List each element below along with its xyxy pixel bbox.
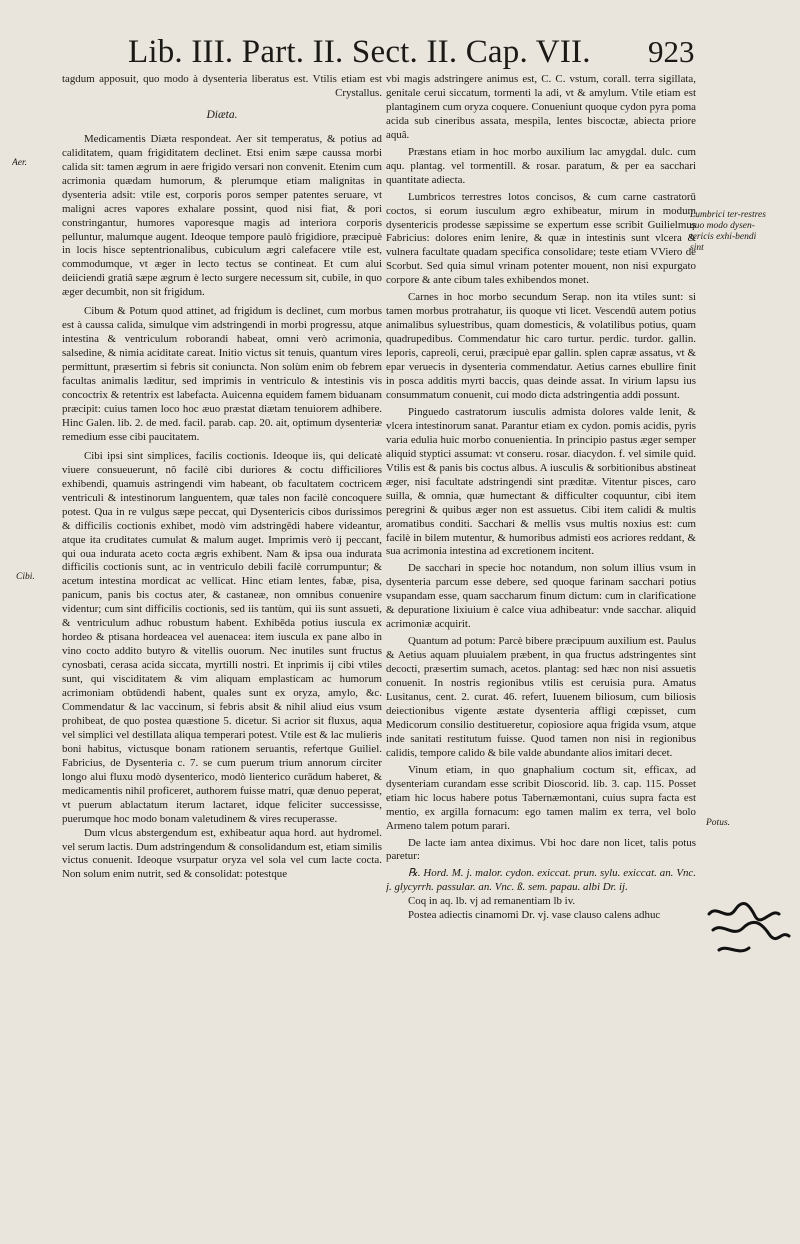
recipe-line: ℞. Hord. M. j. malor. cydon. exiccat. prun. sylu. exiccat. an. Vnc. j. glycyrrh. passular. an. Vnc. ß. sem. papau. albi Dr. ij. — [386, 867, 696, 894]
paragraph: Carnes in hoc morbo secundum Serap. non ita vtiles sunt: si tamen morbus protrahatur, iis quoque vti licet. Vescendū autem potius animalibus syluestribus, quam domesticis, & volatilibus potius, quam quadrupedibus. Commendatur hic caro turtur. perdic. turdor. gallin. leporis, capreoli, cerui, præcipuè epar gallin. splen capræ assatus, vt & epar veruecis in dysenteria commendatur. Aetius carnes ebullire finit in posca additis myrti baccis, quas deinde assat. In virium lapsu ius consummatum conuenit, cui modo dicta adstringentia addi possunt. — [386, 291, 696, 401]
paragraph: Dum vlcus abstergendum est, exhibeatur aqua hord. aut hydromel. vel serum lactis. Dum adstringendum & consolidandum est, etiam similis victus conuenit. Ideoque vsurpatur oryza vel sola vel cum lacte cocta. Non solum enim nutrit, sed & consolidat: potestque — [62, 826, 382, 881]
paragraph: Cibi ipsi sint simplices, facilis coctionis. Ideoque iis, qui delicatè viuere consueuerunt, nõ facilè cibi duriores & coctu difficiliores exhibendi, quamuis astringendi vim habeant, ob facultatem coctricem ventriculi & intestinorum languentem, quæ tales non facilè concoquere potest. Qua in re vulgus sæpe peccat, qui Dysentericis cibos durissimos & difficilis coctionis exhibet, modò vim adstringēdi habere videantur, atque ita cruditates cumulat & malum auget. Imprimis verò ij peccant, qui oua indurata aceto cocta ægris exhibent. Nam & ipsa oua indurata difficilis coctionis sunt, ac in ventriculo debili facilè corrumpuntur; & acetum intestina mordicat ac vellicat. Hinc etiam lentes, fabæ, pisa, panicum, panis bis coctus ater, & castaneæ, non omnibus conuenire videntur; cum sint difficilis coctionis, sed iis tantùm, qui iis sunt assueti, & ventriculum adhuc robustum habent. Exhibēda potius iuscula ex hordeo & ptisana hordeacea vel auenacea: item iuscula ex pane albo in vino cocto addito butyro & vitellis ouorum. Nec inutiles sunt fructus cynosbati, cerasa acida siccata, myrtilli nostri. Et inprimis ij cibi vtiles sunt, qui visciditatem & vim aliquam emplasticam ac humorum acrimoniam obtūdendi habent, quales sunt ex oryza, amylo, &c. Commendatur & lac vaccinum, si febris absit & nihil aliud eius vsum prohibeat, de quo postea quæstione 5. dicetur. Si acrior sit fluxus, aqua vel simplici vel destillata aliqua temperari potest. Vtile est & lac mulieris boni habitus, victusque bonam rationem seruantis, refertque Guiliel. Fabricius, de Dysenteria c. 7. se cum puerum trium annorum circiter longo alui fluxu modò dysenterico, modò lienterico curādum haberet, & medicamentis nihil proficeret, authorem fuisse matri, quæ denuo peperat, vt puerum ablactatum iterum lactaret, idque feliciter successisse, puerumque hoc modo bonam valetudinem & vires recuperasse. — [62, 449, 382, 825]
left-column — [62, 73, 382, 1183]
paragraph: Pinguedo castratorum iusculis admista dolores valde lenit, & vlcera intestinorum sanat. Parantur etiam ex cydon. pomis acidis, pyris varia edulia huic morbo conuenientia. In principio pastus æger semper aliquid styptici assumat: vt conseru. rosar. diacydon. f. vel simile quid. Vtilis est & panis bis coctus albus. A iusculis & sorbitionibus abstineat æger, nisi facultate adstringendi sint præditæ. Vitentur pisces, caro suilla, & omnia, quæ humectant & difficulter coquuntur, cibi item peregrini & quibus æger non est assuetus. Cibi item calidi & multis aromatibus conditi. Sacchari & mellis vsus multis noxius est: cum facilè in bilem mutentur, & humoribus admisti eos acriores reddant, & sua acrimonia intestina ad excretionem incitent. — [386, 405, 696, 558]
margin-note-lumbrici: Lumbrici ter-restres quo modo dysen-tericis exhi-bendi sint — [690, 210, 766, 253]
handwritten-annotation — [705, 900, 793, 962]
paragraph: tagdum apposuit, quo modo à dysenteria liberatus est. Vtilis etiam est Crystallus. — [62, 73, 382, 99]
paragraph: Postea adiectis cinamomi Dr. vj. vase clauso calens adhuc — [408, 909, 661, 922]
paragraph: Quantum ad potum: Parcè bibere præcipuum auxilium est. Paulus & Aetius aquam pluuialem præbent, in qua fructus adstringentes sint decocti, præsertim sumach, acetos. plantag: sed hæc non nisi assuetis conuenit. In nostris regionibus vtilis est ceruisia pura. Amatus Lusitanus, cent. 2. curat. 46. refert, Iuuenem biliosum, cum biliosis deiectionibus vigente æstate dysenteria affligi cœpisset, cum Medicorum consilio destitueretur, copiosiore aqua frigida vsum, atque inde sanitati restitutum fuisse. Quod tamen non nisi in regionibus calidis, tempore calido & bile valde abundante alios imitari decet. — [386, 635, 696, 759]
paragraph: Præstans etiam in hoc morbo auxilium lac amygdal. dulc. cum aqu. plantag. vel tormentill. & rosar. paratum, & per ea sacchari quantitate adiecta. — [386, 145, 696, 186]
paragraph: De sacchari in specie hoc notandum, non solum illius vsum in dysenteria parcum esse debere, sed quoque farinam sacchari potius vsupandam esse, quam saccharum finum dictum: cum in clarificatione & depuratione lixiuium è calce viua adhibeatur: vnde sacchar. aliquid acrimoniæ acquirit. — [386, 562, 696, 631]
page-number: 923 — [648, 34, 695, 69]
paragraph: Vinum etiam, in quo gnaphalium coctum sit, efficax, ad dysenteriam curandam esse scribit Dioscorid. lib. 3. cap. 115. Posset etiam hic locus habere potus Tabernæmontani, cuius supra facta est mentio, ex argilla fornacum: ego tamen malim ex terra, vel bolo Armeno talem potum parari. — [386, 763, 696, 832]
paragraph: Lumbricos terrestres lotos concisos, & cum carne castratorū coctos, si eorum iusculum ægro exhibeatur, mirum in modum dysentericis prodesse sæpissime se expertum esse scribit Guilielmus Fabricius: dolores enim lenire, & quæ in intestinis sunt vlcera & vulnera facultate quadam specifica consolidare; teste etiam VViero de Scorbut. Sed quia simul vrinam potenter mouent, non nisi expurgato corpore & ante cibum tales exhibendos monet. — [386, 190, 696, 287]
running-title: Lib. III. Part. II. Sect. II. Cap. VII. — [128, 34, 591, 70]
margin-note-cibi: Cibi. — [16, 572, 35, 582]
paragraph: Cibum & Potum quod attinet, ad frigidum is declinet, cum morbus est à caussa calida, simulque vim adstringendi in morbi progressu, atque intestina & ventriculum roborandi habeat, omni verò acrimonia, salsedine, & nimia aciditate careat. Initio victus sit tenuis, quantum vires permittunt, præsertim si febris sit coniuncta. Non solùm enim ob febrem facultas animalis læditur, sed imprimis in ventriculo & intestinis vis concoctrix & retentrix est labefacta. Auicenna equidem famem biduanam præcipit: cuius tamen loco hoc æuo præstat diætam tenuiorem adhibere. Hinc Galen. lib. 2. de med. facil. parab. cap. 20. ait, optimum dysenteriæ remedium esse cibi paucitatem. — [62, 305, 382, 443]
margin-note-aer: Aer. — [12, 158, 28, 168]
paragraph: De lacte iam antea diximus. Vbi hoc dare non licet, talis potus paretur: — [386, 836, 696, 863]
section-heading: Diæta. — [206, 108, 238, 121]
paragraph: Medicamentis Diæta respondeat. Aer sit temperatus, & potius ad caliditatem, quam frigiditatem declinet. Etsi enim sæpe caussa morbi calida sit: tamen ægrum in aere frigido versari non convenit. Etenim cum acrimonia quædam humorum, & plerumque etiam malignitas in dysenteria adsit: vtile est, corporis poros semper patentes seruare, vt maligni acres vapores exhalare possint, quod nisi fiat, & pori constringantur, humores vaporesque magis ad interiora corporis pelluntur, malumque augent. Ideoque tempore paulò frigidiore, præcipuè in locis hisce septentrionalibus, cubiculum ægri calefacere vtile est, commodumque, vt æger in lecto tectus se contineat. Et cum alui deiiciendi gratiâ sæpe ægrum è lecto surgere necessum sit, cubile, in quo æger decumbit, non sit frigidum. — [62, 132, 382, 299]
right-column — [386, 73, 696, 1193]
recipe-line: Coq in aq. lb. vj ad remanentiam lb iv. — [408, 895, 576, 908]
paragraph: vbi magis adstringere animus est, C. C. vstum, corall. terra sigillata, genitale cerui siccatum, tormenti la adi, vt & amylum. Vtile etiam est plantaginem cum oryza coquere. Conueniunt quoque cydon pyra poma acida sub cineribus assata, mespila, lentes biscoctæ, abiecta priore aquâ. — [386, 73, 696, 141]
margin-note-potus: Potus. — [706, 818, 731, 828]
